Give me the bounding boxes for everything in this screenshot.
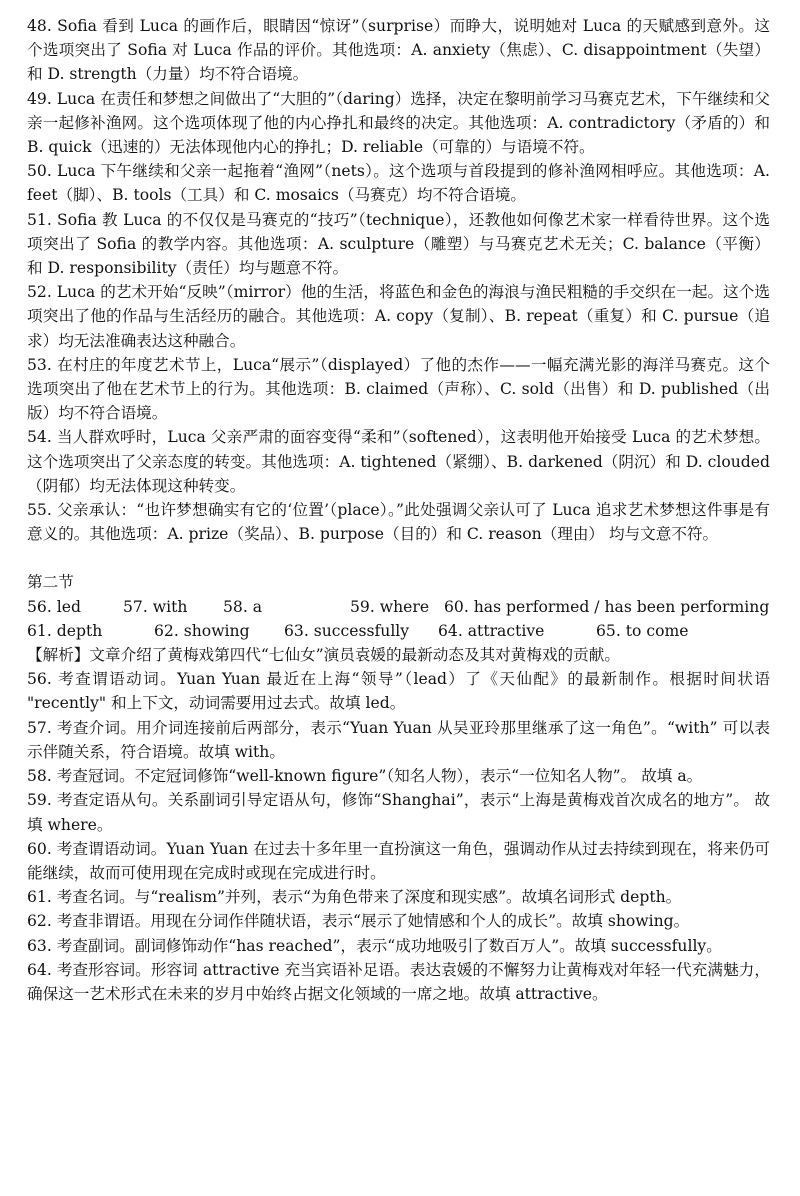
item-57: 57. 考查介词。用介词连接前后两部分，表示“Yuan Yuan 从吴亚玲那里继承了这一角色”。“with” 可以表示伴随关系，符合语境。故填 with。 (27, 718, 770, 761)
item-63: 63. 考查副词。副词修饰动作“has reached”，表示“成功地吸引了数百万人”。故填 successfully。 (27, 936, 722, 955)
item-59: 59. 考查定语从句。关系副词引导定语从句，修饰“Shanghai”，表示“上海是黄梅戏首次成名的地方”。 故填 where。 (27, 791, 770, 834)
item-49: 49. Luca 在责任和梦想之间做出了“大胆的”（daring）选择，决定在黎明前学习马赛克艺术，下午继续和父亲一起修补渔网。这个选项体现了他的内心挣扎和最终的决定。其他选项：A. contradictory（矛盾的）和 B. quick（迅速的）无法体现他内心的挣扎；D. reliable（可靠的）与语境不符。 (27, 89, 770, 157)
item-64: 64. 考查形容词。形容词 attractive 充当宾语补足语。表达袁媛的不懈努力让黄梅戏对年轻一代充满魅力，确保这一艺术形式在未来的岁月中始终占据文化领域的一席之地。故填 attractive。 (27, 960, 770, 1003)
item-50: 50. Luca 下午继续和父亲一起拖着“渔网”（nets）。这个选项与首段提到的修补渔网相呼应。其他选项：A. feet（脚）、B. tools（工具）和 C. mosaics（马赛克）均不符合语境。 (27, 162, 770, 205)
answer-59: 59. where (350, 597, 430, 616)
section-heading: 第二节 (27, 573, 74, 592)
item-53: 53. 在村庄的年度艺术节上，Luca“展示”（displayed）了他的杰作——一幅充满光影的海洋马赛克。这个选项突出了他在艺术节上的行为。其他选项：B. claimed（声称）、C. sold（出售）和 D. published（出版）均不符合语境。 (27, 355, 770, 423)
analysis-intro: 【解析】文章介绍了黄梅戏第四代“七仙女”演员袁媛的最新动态及其对黄梅戏的贡献。 (27, 646, 620, 665)
item-62: 62. 考查非谓语。用现在分词作伴随状语，表示“展示了她情感和个人的成长”。故填 showing。 (27, 912, 690, 931)
item-56: 56. 考查谓语动词。Yuan Yuan 最近在上海“领导”（lead）了《天仙配》的最新制作。根据时间状语 "recently" 和上下文，动词需要用过去式。故填 led。 (27, 670, 770, 713)
answer-57: 57. with (123, 597, 188, 616)
answer-56: 56. led (27, 597, 81, 616)
item-54: 54. 当人群欢呼时，Luca 父亲严肃的面容变得“柔和”（softened），这表明他开始接受 Luca 的艺术梦想。这个选项突出了父亲态度的转变。其他选项：A. tightened（紧绷）、B. darkened（阴沉）和 D. clouded（阴郁）均无法体现这种转变。 (27, 428, 770, 495)
answer-58: 58. a (223, 597, 263, 616)
item-52: 52. Luca 的艺术开始“反映”（mirror）他的生活，将蓝色和金色的海浪与渔民粗糙的手交织在一起。这个选项突出了他的作品与生活经历的融合。其他选项：A. copy（复制）、B. repeat（重复）和 C. pursue（追求）均无法准确表达这种融合。 (27, 283, 770, 350)
answer-61: 61. depth (27, 621, 103, 640)
answer-63: 63. successfully (284, 621, 410, 640)
answer-row-2 (27, 619, 770, 643)
answer-65: 65. to come (596, 621, 689, 640)
answer-60: 60. has performed / has been performing (444, 597, 770, 616)
item-51: 51. Sofia 教 Luca 的不仅仅是马赛克的“技巧”（technique），还教他如何像艺术家一样看待世界。这个选项突出了 Sofia 的教学内容。其他选项：A. sculpture（雕塑）与马赛克艺术无关；C. balance（平衡）和 D. responsibility（责任）均与题意不符。 (27, 210, 770, 278)
answer-row-1 (27, 595, 770, 619)
answer-64: 64. attractive (438, 621, 545, 640)
section-gap (27, 546, 770, 570)
item-61: 61. 考查名词。与“realism”并列，表示“为角色带来了深度和现实感”。故填名词形式 depth。 (27, 888, 682, 907)
item-48: 48. Sofia 看到 Luca 的画作后，眼睛因“惊讶”（surprise）而睁大，说明她对 Luca 的天赋感到意外。这个选项突出了 Sofia 对 Luca 作品的评价。其他选项：A. anxiety（焦虑）、C. disappointment（失望）和 D. strength（力量）均不符合语境。 (27, 17, 770, 84)
item-55: 55. 父亲承认：“也许梦想确实有它的‘位置’（place）。”此处强调父亲认可了 Luca 追求艺术梦想这件事是有意义的。其他选项：A. prize（奖品）、B. purpose（目的）和 C. reason（理由） 均与文意不符。 (27, 501, 770, 544)
item-60: 60. 考查谓语动词。Yuan Yuan 在过去十多年里一直扮演这一角色，强调动作从过去持续到现在，将来仍可能继续，故而可使用现在完成时或现在完成进行时。 (27, 839, 770, 882)
answer-62: 62. showing (154, 621, 250, 640)
item-58: 58. 考查冠词。不定冠词修饰“well-known figure”（知名人物），表示“一位知名人物”。 故填 a。 (27, 767, 703, 786)
